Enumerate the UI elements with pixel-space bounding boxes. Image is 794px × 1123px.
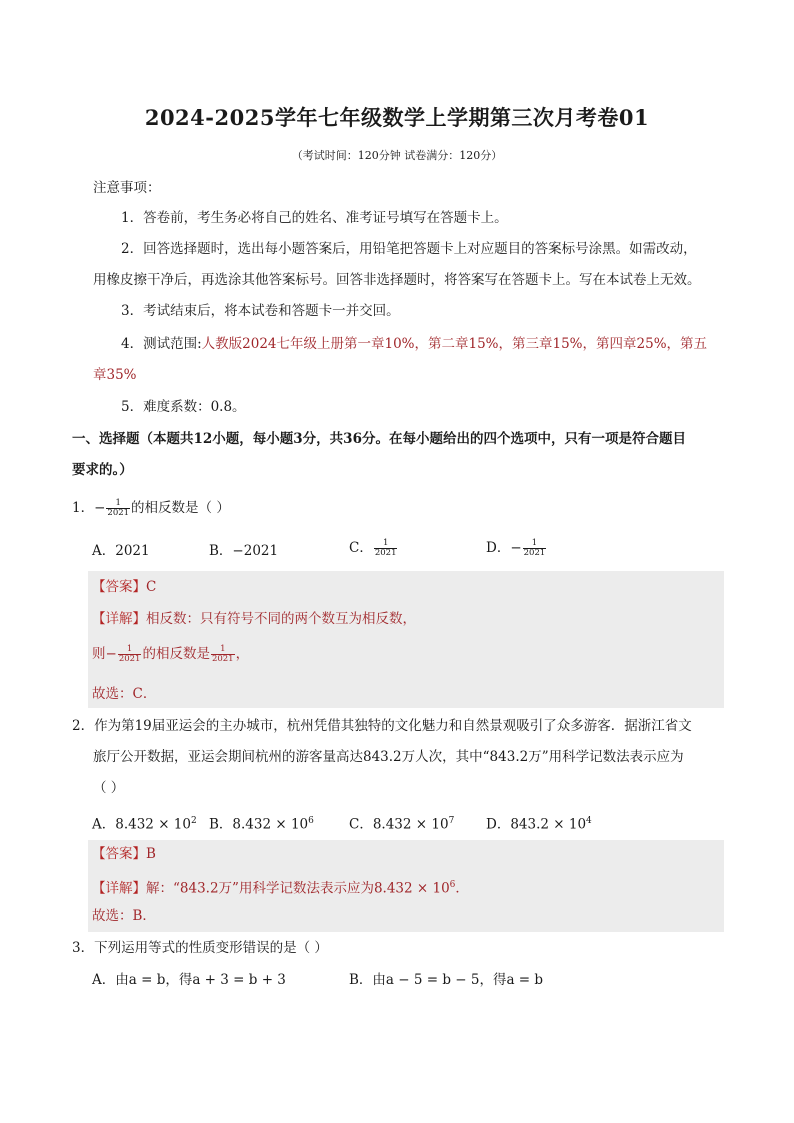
note-3: 3．考试结束后，将本试卷和答题卡一并交回。 xyxy=(121,303,400,319)
stem-text: 的相反数是（ ） xyxy=(131,500,230,516)
note-5: 5．难度系数：0.8。 xyxy=(121,399,246,415)
q1-choose: 故选：C． xyxy=(92,686,157,702)
q2-answer xyxy=(92,844,156,864)
answer-label: 【答案】 xyxy=(92,846,146,862)
detail-text: 相反数：只有符号不同的两个数互为相反数， xyxy=(146,611,416,627)
note-4a xyxy=(121,334,707,354)
question-3-stem: 3．下列运用等式的性质变形错误的是（ ） xyxy=(72,940,328,956)
detail-label: 【详解】 xyxy=(92,880,146,897)
q2-option-b: B．$8.432 \times 10^6$ xyxy=(209,816,314,833)
q1-detail-line2: 则− $\frac{1}{2021}$ 的相反数是 $\frac{1}{2021}$ ， xyxy=(92,644,250,664)
q2-detail: 【详解】解：“843.2万”用科学记数法表示应为$8.432 \times 10^6$． xyxy=(92,880,469,897)
q2-option-a: A．$8.432 \times 10^2$ xyxy=(92,816,197,833)
q1-option-a: A．2021 xyxy=(92,543,150,559)
q1-option-c: C． $\frac{1}{2021}$ xyxy=(349,538,397,558)
test-scope: 人教版2024七年级上册第一章10%，第二章15%，第三章15%，第四章25%，第五 xyxy=(201,336,708,352)
detail-label: 【详解】 xyxy=(92,611,146,627)
q1-detail xyxy=(92,609,416,629)
question-number: 1． xyxy=(72,500,95,516)
question-2-stem-a: 2．作为第19届亚运会的主办城市，杭州凭借其独特的文化魅力和自然景观吸引了众多游客．据浙江省文 xyxy=(72,718,692,734)
notes-heading: 注意事项： xyxy=(93,180,161,196)
detail-text: 解：“843.2万”用科学记数法表示应为8.432 × 10 xyxy=(146,880,450,897)
note-1: 1．答卷前，考生务必将自己的姓名、准考证号填写在答题卡上。 xyxy=(121,210,508,226)
note-2b: 用橡皮擦干净后，再选涂其他答案标号。回答非选择题时，将答案写在答题卡上。写在本试卷上无效。 xyxy=(93,272,701,288)
question-2-stem-b: 旅厅公开数据，亚运会期间杭州的游客量高达843.2万人次，其中“843.2万”用科学记数法表示应为 xyxy=(93,749,684,765)
exam-info: （考试时间：120分钟 试卷满分：120分） xyxy=(291,149,503,162)
q1-option-b: B．−2021 xyxy=(209,543,279,559)
note-2a: 2．回答选择题时，选出每小题答案后，用铅笔把答题卡上对应题目的答案标号涂黑。如需改动， xyxy=(121,241,697,257)
question-2-stem-c: （ ） xyxy=(93,780,125,796)
q2-option-d: D．$843.2 \times 10^4$ xyxy=(486,816,592,833)
q1-option-d: D．− $\frac{1}{2021}$ xyxy=(486,538,546,558)
minus-sign: − xyxy=(94,500,106,516)
question-1-stem xyxy=(72,498,230,518)
section-heading-b: 要求的。） xyxy=(72,462,133,478)
page-title: 2024-2025学年七年级数学上学期第三次月考卷01 xyxy=(144,105,650,130)
note-4-prefix: 4．测试范围: xyxy=(121,336,202,352)
answer-value: B xyxy=(146,846,156,862)
q3-option-a: A．由a = b，得a + 3 = b + 3 xyxy=(92,972,286,988)
section-heading-a: 一、选择题（本题共12小题，每小题3分，共36分。在每小题给出的四个选项中，只有一项是符合题目 xyxy=(72,431,686,447)
answer-value: C xyxy=(146,579,157,595)
q1-answer xyxy=(92,577,156,597)
note-4b: 章35% xyxy=(93,367,137,383)
q3-option-b: B．由a − 5 = b − 5，得a = b xyxy=(349,972,544,988)
fraction: $\frac{1}{2021}$ xyxy=(107,498,130,518)
answer-label: 【答案】 xyxy=(92,579,146,595)
q1-answer-box xyxy=(88,571,724,708)
q2-choose: 故选：B． xyxy=(92,908,156,924)
q2-option-c: C．$8.432 \times 10^7$ xyxy=(349,816,455,833)
